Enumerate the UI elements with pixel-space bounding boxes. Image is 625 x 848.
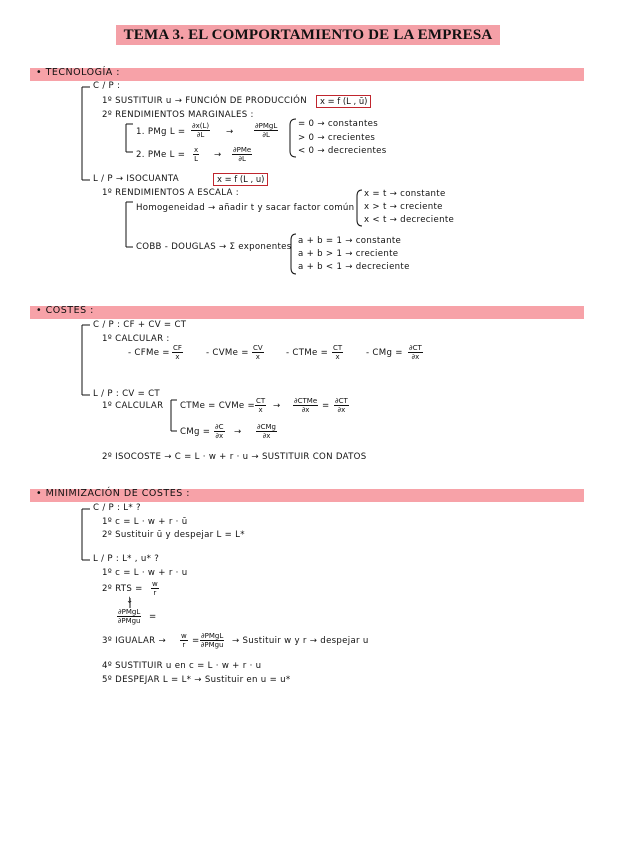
cd-const: a + b = 1 → constante bbox=[298, 236, 402, 246]
cos-cp: C / P : CF + CV = CT bbox=[93, 320, 187, 330]
lp-dcmg-frac: ∂CMg ∂x bbox=[257, 423, 276, 440]
lp-arrow2: → bbox=[234, 427, 242, 437]
lp-ctme-lhs: CTMe = CVMe = bbox=[180, 401, 256, 411]
min-cp-step2: 2º Sustituir ū y despejar L = L* bbox=[102, 530, 245, 540]
cos-lp-step1: 1º CALCULAR bbox=[102, 401, 164, 411]
lp-arrow1: → bbox=[273, 401, 281, 411]
min-cp-step1: 1º c = L · w + r · ū bbox=[102, 517, 188, 527]
tec-cp-box: x = f (L , ū) bbox=[316, 95, 371, 108]
lp-cmg-lhs: CMg = bbox=[180, 427, 211, 437]
hom-const: x = t → constante bbox=[364, 189, 446, 199]
tec-lp: L / P → ISOCUANTA bbox=[93, 174, 179, 184]
min-lp-step3a: 3º IGUALAR → bbox=[102, 636, 166, 646]
min-lp-step1: 1º c = L · w + r · u bbox=[102, 568, 188, 578]
lp-ctme-frac: $\frac{CT}{x}$ bbox=[256, 397, 266, 414]
section-header-costes: • COSTES : bbox=[30, 306, 584, 319]
tec-lp-box: x = f (L , u) bbox=[213, 173, 268, 186]
tec-cp-step2: 2º RENDIMIENTOS MARGINALES : bbox=[102, 110, 254, 120]
page-title: TEMA 3. EL COMPORTAMIENTO DE LA EMPRESA bbox=[116, 25, 500, 45]
dpmg-frac: ∂PMgL ∂L bbox=[255, 122, 278, 139]
pmg-frac: $\frac{\partial x(L)}{\partial L}$ bbox=[192, 122, 210, 139]
marg-const: = 0 → constantes bbox=[298, 119, 378, 129]
cvme-frac: $\frac{CV}{x}$ bbox=[253, 344, 263, 361]
cos-cp-step1: 1º CALCULAR : bbox=[102, 334, 170, 344]
pm-eq: = bbox=[149, 612, 157, 622]
cos-lp: L / P : CV = CT bbox=[93, 389, 160, 399]
lp-dctme-frac: ∂CTMe ∂x bbox=[294, 397, 318, 414]
pme-arrow: → bbox=[214, 150, 222, 160]
rts-down-arrow: ↓ bbox=[126, 596, 134, 606]
section-header-tecnologia: • TECNOLOGÍA : bbox=[30, 68, 584, 81]
cos-lp-step2: 2º ISOCOSTE → C = L · w + r · u → SUSTITUIR CON DATOS bbox=[102, 452, 367, 462]
pmg-arrow: → bbox=[226, 127, 234, 137]
ctme-frac: $\frac{CT}{x}$ bbox=[333, 344, 343, 361]
tec-cp: C / P : bbox=[93, 81, 121, 91]
cvme-lhs: - CVMe = bbox=[206, 348, 249, 358]
step3-frac1: $\frac{w}{r}$ bbox=[181, 632, 187, 649]
cd-crec: a + b > 1 → creciente bbox=[298, 249, 399, 259]
cfme-frac: $\frac{CF}{x}$ bbox=[173, 344, 182, 361]
pme-lhs: 2. PMe L = bbox=[136, 150, 186, 160]
lp-cmg-frac: $\frac{\partial C}{\partial x}$ bbox=[215, 423, 224, 440]
ctme-lhs: - CTMe = bbox=[286, 348, 329, 358]
cmg-lhs: - CMg = bbox=[366, 348, 403, 358]
hom-crec: x > t → creciente bbox=[364, 202, 443, 212]
cd-decr: a + b < 1 → decreciente bbox=[298, 262, 410, 272]
step3-eq: = bbox=[192, 636, 200, 646]
tec-cp-step1: 1º SUSTITUIR u → FUNCIÓN DE PRODUCCIÓN bbox=[102, 96, 307, 106]
tec-lp-step1: 1º RENDIMIENTOS A ESCALA : bbox=[102, 188, 239, 198]
min-lp: L / P : L* , u* ? bbox=[93, 554, 160, 564]
marg-crec: > 0 → crecientes bbox=[298, 133, 376, 143]
pme-frac: $\frac{x}{L}$ bbox=[194, 146, 199, 163]
min-lp-step2: 2º RTS = bbox=[102, 584, 143, 594]
cobb-douglas: COBB - DOUGLAS → Σ exponentes bbox=[136, 242, 292, 252]
min-lp-step5: 5º DESPEJAR L = L* → Sustituir en u = u* bbox=[102, 675, 291, 685]
lp-dct-frac: $\frac{\partial CT}{\partial x}$ bbox=[335, 397, 348, 414]
section-header-minimizacion: • MINIMIZACIÓN DE COSTES : bbox=[30, 489, 584, 502]
cfme-lhs: - CFMe = bbox=[128, 348, 170, 358]
pm-frac: ∂PMgL ∂PMgu bbox=[117, 608, 141, 625]
hom-decr: x < t → decreciente bbox=[364, 215, 455, 225]
pmg-lhs: 1. PMg L = bbox=[136, 127, 186, 137]
step3-frac2: ∂PMgL ∂PMgu bbox=[200, 632, 224, 649]
min-lp-step3b: → Sustituir w y r → despejar u bbox=[232, 636, 369, 646]
min-lp-step4: 4º SUSTITUIR u en c = L · w + r · u bbox=[102, 661, 262, 671]
homogeneidad: Homogeneidad → añadir t y sacar factor común bbox=[136, 203, 355, 213]
rts-frac: $\frac{w}{r}$ bbox=[152, 580, 158, 597]
lp-eq: = bbox=[322, 401, 330, 411]
marg-decr: < 0 → decrecientes bbox=[298, 146, 387, 156]
min-cp: C / P : L* ? bbox=[93, 503, 141, 513]
cmg-frac: $\frac{\partial CT}{\partial x}$ bbox=[409, 344, 422, 361]
dpme-frac: ∂PMe ∂L bbox=[233, 146, 252, 163]
